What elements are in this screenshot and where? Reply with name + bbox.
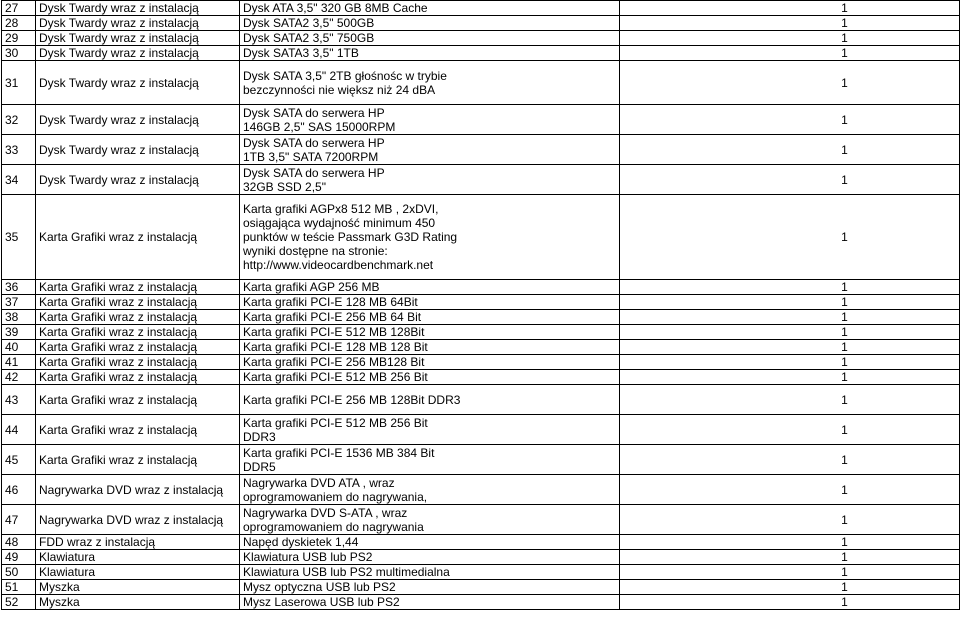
row-description <box>240 580 620 595</box>
row-quantity: 1 <box>620 505 960 535</box>
description-line: punktów w teście Passmark G3D Rating <box>243 230 458 244</box>
row-quantity: 1 <box>620 595 960 610</box>
row-category: Dysk Twardy wraz z instalacją <box>36 46 240 61</box>
row-number: 32 <box>2 105 36 135</box>
description-line: Karta grafiki PCI-E 256 MB 128Bit DDR3 <box>243 392 461 407</box>
row-quantity: 1 <box>620 340 960 355</box>
row-description <box>240 280 620 295</box>
row-category: Karta Grafiki wraz z instalacją <box>36 445 240 475</box>
description-line: Mysz optyczna USB lub PS2 <box>243 580 396 594</box>
description-line: bezczynności nie większ niż 24 dBA <box>243 82 436 97</box>
row-category: Karta Grafiki wraz z instalacją <box>36 355 240 370</box>
equipment-table <box>1 0 960 610</box>
row-number: 43 <box>2 385 36 415</box>
table-row <box>2 61 960 105</box>
row-number: 37 <box>2 295 36 310</box>
row-description <box>240 595 620 610</box>
description-line: Karta grafiki PCI-E 128 MB 128 Bit <box>243 340 428 354</box>
row-category: Dysk Twardy wraz z instalacją <box>36 105 240 135</box>
row-quantity: 1 <box>620 565 960 580</box>
row-category: Karta Grafiki wraz z instalacją <box>36 325 240 340</box>
row-description <box>240 385 620 415</box>
row-category: Klawiatura <box>36 565 240 580</box>
row-number: 46 <box>2 475 36 505</box>
description-line: 1TB 3,5" SATA 7200RPM <box>243 149 379 164</box>
description-line: Dysk SATA 3,5" 2TB głośnośc w trybie <box>243 68 447 83</box>
row-quantity: 1 <box>620 1 960 16</box>
table-row <box>2 1 960 16</box>
table-row <box>2 595 960 610</box>
table-row <box>2 475 960 505</box>
table-row <box>2 580 960 595</box>
row-category: Dysk Twardy wraz z instalacją <box>36 1 240 16</box>
row-quantity: 1 <box>620 31 960 46</box>
description-line: http://www.videocardbenchmark.net <box>243 258 434 272</box>
description-line: Nagrywarka DVD S-ATA , wraz <box>243 505 408 520</box>
row-number: 40 <box>2 340 36 355</box>
table-row <box>2 355 960 370</box>
row-category: Karta Grafiki wraz z instalacją <box>36 385 240 415</box>
table-row <box>2 340 960 355</box>
row-number: 38 <box>2 310 36 325</box>
row-quantity: 1 <box>620 135 960 165</box>
description-line: Karta grafiki PCI-E 1536 MB 384 Bit <box>243 445 435 460</box>
row-quantity: 1 <box>620 370 960 385</box>
row-description <box>240 415 620 445</box>
table-row <box>2 46 960 61</box>
description-line: Karta grafiki PCI-E 128 MB 64Bit <box>243 295 418 309</box>
row-category: Karta Grafiki wraz z instalacją <box>36 295 240 310</box>
table-row <box>2 310 960 325</box>
row-quantity: 1 <box>620 16 960 31</box>
row-number: 35 <box>2 195 36 280</box>
row-number: 47 <box>2 505 36 535</box>
row-category: FDD wraz z instalacją <box>36 535 240 550</box>
row-number: 49 <box>2 550 36 565</box>
description-line: Dysk SATA do serwera HP <box>243 105 385 120</box>
row-quantity: 1 <box>620 325 960 340</box>
row-category: Klawiatura <box>36 550 240 565</box>
row-quantity: 1 <box>620 61 960 105</box>
row-category: Karta Grafiki wraz z instalacją <box>36 340 240 355</box>
table-row <box>2 535 960 550</box>
row-description <box>240 1 620 16</box>
description-line: Dysk ATA 3,5" 320 GB 8MB Cache <box>243 1 428 15</box>
row-quantity: 1 <box>620 280 960 295</box>
description-line: DDR3 <box>243 429 276 444</box>
row-description <box>240 325 620 340</box>
row-number: 44 <box>2 415 36 445</box>
row-category: Myszka <box>36 595 240 610</box>
row-category: Karta Grafiki wraz z instalacją <box>36 310 240 325</box>
description-line: osiągająca wydajność minimum 450 <box>243 216 436 230</box>
row-quantity: 1 <box>620 295 960 310</box>
row-category: Dysk Twardy wraz z instalacją <box>36 31 240 46</box>
description-line: Karta grafiki PCI-E 256 MB 64 Bit <box>243 310 422 324</box>
table-row <box>2 16 960 31</box>
row-category: Karta Grafiki wraz z instalacją <box>36 280 240 295</box>
table-row <box>2 295 960 310</box>
row-description <box>240 31 620 46</box>
row-number: 33 <box>2 135 36 165</box>
description-line: Dysk SATA3 3,5" 1TB <box>243 46 359 60</box>
row-quantity: 1 <box>620 535 960 550</box>
row-category: Karta Grafiki wraz z instalacją <box>36 370 240 385</box>
row-description <box>240 550 620 565</box>
row-number: 36 <box>2 280 36 295</box>
row-quantity: 1 <box>620 580 960 595</box>
description-line: Klawiatura USB lub PS2 <box>243 550 373 564</box>
row-description <box>240 370 620 385</box>
row-number: 31 <box>2 61 36 105</box>
table-row <box>2 505 960 535</box>
table-row <box>2 31 960 46</box>
description-line: Mysz Laserowa USB lub PS2 <box>243 595 400 609</box>
row-description <box>240 105 620 135</box>
row-quantity: 1 <box>620 195 960 280</box>
row-description <box>240 16 620 31</box>
row-number: 30 <box>2 46 36 61</box>
row-number: 51 <box>2 580 36 595</box>
row-description <box>240 295 620 310</box>
row-description <box>240 355 620 370</box>
row-description <box>240 310 620 325</box>
row-description <box>240 445 620 475</box>
row-category: Dysk Twardy wraz z instalacją <box>36 135 240 165</box>
row-description <box>240 195 620 280</box>
row-number: 27 <box>2 1 36 16</box>
row-description <box>240 505 620 535</box>
row-description <box>240 535 620 550</box>
table-row <box>2 280 960 295</box>
row-category: Myszka <box>36 580 240 595</box>
row-number: 28 <box>2 16 36 31</box>
description-line: oprogramowaniem do nagrywania <box>243 519 424 534</box>
row-quantity: 1 <box>620 355 960 370</box>
row-description <box>240 61 620 105</box>
row-category: Dysk Twardy wraz z instalacją <box>36 61 240 105</box>
description-line: Nagrywarka DVD ATA , wraz <box>243 475 395 490</box>
table-row <box>2 165 960 195</box>
description-line: Klawiatura USB lub PS2 multimedialna <box>243 565 450 579</box>
description-line: Dysk SATA2 3,5" 750GB <box>243 31 375 45</box>
description-line: Napęd dyskietek 1,44 <box>243 535 359 549</box>
description-line: Dysk SATA2 3,5" 500GB <box>243 16 375 30</box>
row-description <box>240 565 620 580</box>
row-quantity: 1 <box>620 385 960 415</box>
row-description <box>240 135 620 165</box>
row-category: Karta Grafiki wraz z instalacją <box>36 415 240 445</box>
description-line: Karta grafiki PCI-E 512 MB 128Bit <box>243 325 425 339</box>
row-category: Nagrywarka DVD wraz z instalacją <box>36 475 240 505</box>
table-row <box>2 565 960 580</box>
row-quantity: 1 <box>620 445 960 475</box>
description-line: oprogramowaniem do nagrywania, <box>243 489 428 504</box>
table-row <box>2 195 960 280</box>
description-line: DDR5 <box>243 459 276 474</box>
table-row <box>2 135 960 165</box>
description-line: Dysk SATA do serwera HP <box>243 165 385 180</box>
row-number: 42 <box>2 370 36 385</box>
row-number: 45 <box>2 445 36 475</box>
row-number: 29 <box>2 31 36 46</box>
description-line: 146GB 2,5" SAS 15000RPM <box>243 119 396 134</box>
table-row <box>2 445 960 475</box>
description-line: Karta grafiki AGPx8 512 MB , 2xDVI, <box>243 202 439 216</box>
row-number: 48 <box>2 535 36 550</box>
row-quantity: 1 <box>620 165 960 195</box>
row-category: Nagrywarka DVD wraz z instalacją <box>36 505 240 535</box>
table-row <box>2 550 960 565</box>
row-category: Dysk Twardy wraz z instalacją <box>36 16 240 31</box>
row-number: 41 <box>2 355 36 370</box>
row-description <box>240 340 620 355</box>
row-number: 39 <box>2 325 36 340</box>
description-line: Karta grafiki AGP 256 MB <box>243 280 380 294</box>
table-row <box>2 385 960 415</box>
description-line: 32GB SSD 2,5" <box>243 179 326 194</box>
description-line: Karta grafiki PCI-E 512 MB 256 Bit <box>243 370 428 384</box>
description-line: Dysk SATA do serwera HP <box>243 135 385 150</box>
row-description <box>240 46 620 61</box>
row-quantity: 1 <box>620 46 960 61</box>
row-quantity: 1 <box>620 105 960 135</box>
description-line: Karta grafiki PCI-E 256 MB128 Bit <box>243 355 425 369</box>
row-number: 52 <box>2 595 36 610</box>
table-row <box>2 415 960 445</box>
row-quantity: 1 <box>620 415 960 445</box>
row-category: Dysk Twardy wraz z instalacją <box>36 165 240 195</box>
table-row <box>2 325 960 340</box>
row-quantity: 1 <box>620 475 960 505</box>
row-description <box>240 165 620 195</box>
table-row <box>2 370 960 385</box>
row-description <box>240 475 620 505</box>
table-body <box>2 1 960 610</box>
row-quantity: 1 <box>620 550 960 565</box>
row-quantity: 1 <box>620 310 960 325</box>
row-number: 34 <box>2 165 36 195</box>
row-category: Karta Grafiki wraz z instalacją <box>36 195 240 280</box>
description-line: Karta grafiki PCI-E 512 MB 256 Bit <box>243 415 428 430</box>
table-row <box>2 105 960 135</box>
description-line: wyniki dostępne na stronie: <box>243 244 388 258</box>
row-number: 50 <box>2 565 36 580</box>
